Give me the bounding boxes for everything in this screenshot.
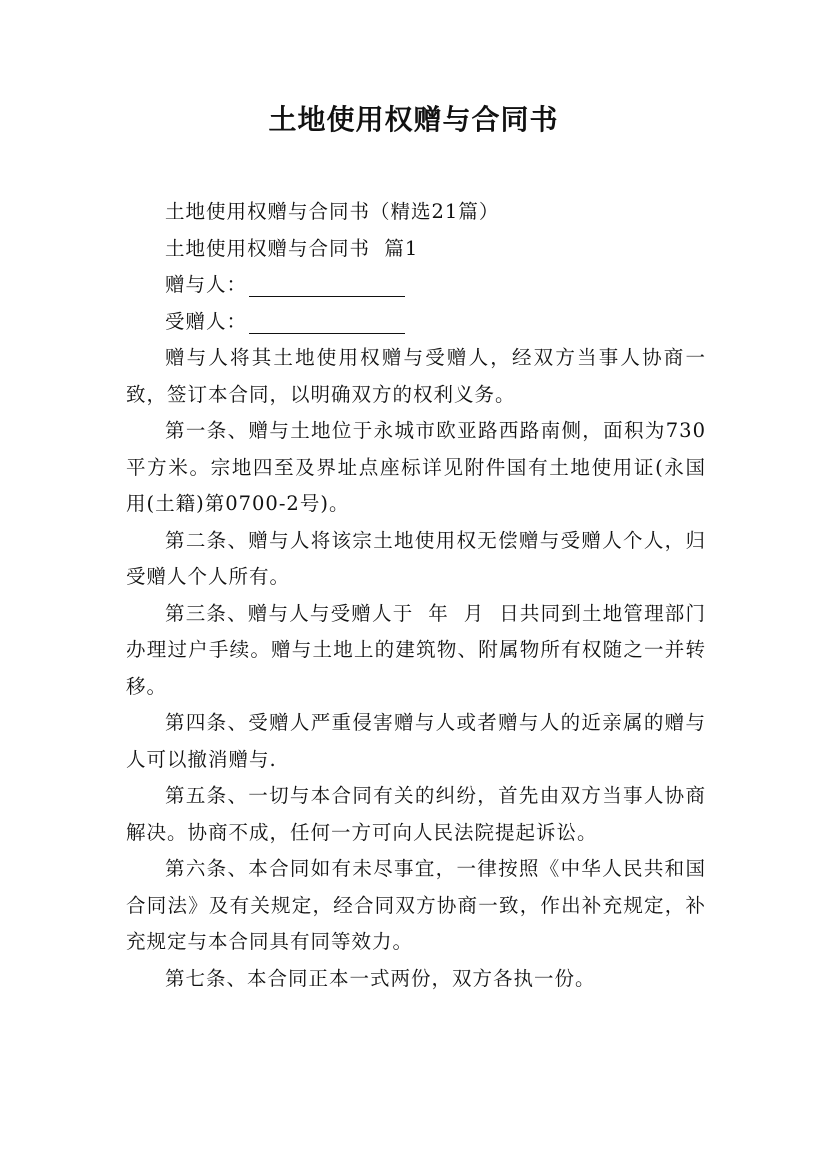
donee-label: 受赠人：: [165, 309, 248, 333]
donee-line: [126, 304, 706, 341]
paragraph: 赠与人将其土地使用权赠与受赠人，经双方当事人协商一致，签订本合同，以明确双方的权利义务。: [126, 346, 706, 406]
paragraph: 第七条、本合同正本一式两份，双方各执一份。: [165, 966, 596, 990]
paragraph: 第三条、赠与人与受赠人于 年 月 日共同到土地管理部门办理过户手续。赠与土地上的建筑物、附属物所有权随之一并转移。: [126, 601, 706, 698]
paragraph: 第四条、受赠人严重侵害赠与人或者赠与人的近亲属的赠与人可以撤消赠与.: [126, 711, 706, 771]
section-heading: 土地使用权赠与合同书 篇1: [165, 236, 419, 260]
paragraph: 第五条、一切与本合同有关的纠纷，首先由双方当事人协商解决。协商不成，任何一方可向人民法院提起诉讼。: [126, 784, 706, 844]
donor-line: [126, 267, 706, 304]
paragraph: 第六条、本合同如有未尽事宜，一律按照《中华人民共和国合同法》及有关规定，经合同双方协商一致，作出补充规定，补充规定与本合同具有同等效力。: [126, 857, 706, 953]
donor-blank: [249, 295, 405, 297]
paragraph: 第一条、赠与土地位于永城市欧亚路西路南侧，面积为730平方米。宗地四至及界址点座标详见附件国有土地使用证(永国用(土籍)第0700-2号)。: [126, 419, 706, 515]
document-body: [126, 194, 706, 997]
paragraph: 第二条、赠与人将该宗土地使用权无偿赠与受赠人个人，归受赠人个人所有。: [126, 528, 706, 588]
document-subtitle: 土地使用权赠与合同书（精选21篇）: [165, 200, 500, 223]
document-title: 土地使用权赠与合同书: [268, 103, 559, 136]
donor-label: 赠与人：: [165, 273, 248, 296]
donee-blank: [249, 332, 405, 334]
